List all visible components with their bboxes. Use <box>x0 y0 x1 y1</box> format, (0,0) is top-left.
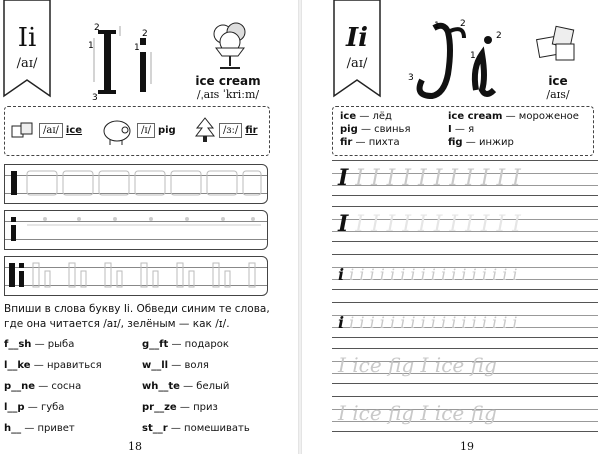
ribbon-transcription: /aɪ/ <box>346 56 368 71</box>
picture-word-transcription: /aɪs/ <box>546 88 570 101</box>
small-i-dot <box>140 38 146 45</box>
ice-cream-icon <box>208 20 252 72</box>
ice-cubes-icon <box>534 22 582 66</box>
exercise-item[interactable]: f__sh — рыба <box>4 339 75 350</box>
letter-ribbon <box>332 0 382 100</box>
copy-row-small-i[interactable] <box>4 210 268 250</box>
left-page <box>0 0 296 454</box>
stroke-number: 1 <box>88 41 94 51</box>
stroke-number: 2 <box>94 23 100 33</box>
example-fir <box>194 116 258 144</box>
vocab-item: ice cream — мороженое <box>448 111 579 122</box>
copy-cells <box>5 211 265 249</box>
example-word: ice <box>65 124 83 136</box>
ribbon-transcription: /aɪ/ <box>16 56 38 71</box>
trace-row[interactable]: i i i i i i i i i i i i i i i i i i <box>332 254 598 290</box>
stroke-number: 2 <box>460 19 466 29</box>
exercise-item[interactable]: st__r — помешивать <box>142 423 250 434</box>
trace-row[interactable]: I I I I I I I I I I I I <box>332 160 598 196</box>
example-transcription: /ɜː/ <box>219 123 242 138</box>
stroke-number: 1 <box>134 43 140 53</box>
stroke-number: 3 <box>92 93 98 102</box>
copy-cells <box>5 165 265 203</box>
example-transcription: /aɪ/ <box>39 123 63 138</box>
trace-row[interactable]: I ice fig I ice fig <box>332 396 598 432</box>
ribbon-letter: Ii <box>17 23 37 53</box>
trace-row[interactable]: i i i i i i i i i i i i i i i i i i <box>332 302 598 338</box>
copy-row-capital-i[interactable] <box>4 164 268 204</box>
picture-word <box>190 74 266 101</box>
stroke-number: 3 <box>408 73 414 83</box>
pig-icon <box>100 114 134 146</box>
exercise-instruction: Впиши в слова букву Ii. Обведи синим те слова, где она читается /aɪ/, зелёным — как /ɪ/. <box>4 303 270 330</box>
example-pig <box>100 114 176 146</box>
picture-word-transcription: /ˌaɪs ˈkriːm/ <box>196 88 260 101</box>
exercise-item[interactable]: wh__te — белый <box>142 381 230 392</box>
example-transcription: /ɪ/ <box>137 123 155 138</box>
vocab-item: I — я <box>448 124 475 135</box>
letter-stroke-diagram <box>88 22 160 102</box>
exercise-item[interactable]: h__ — привет <box>4 423 75 434</box>
stroke-number: 2 <box>496 31 502 41</box>
picture-word-english: ice <box>548 74 568 88</box>
exercise-item[interactable]: p__ne — сосна <box>4 381 82 392</box>
book-spine <box>298 0 302 454</box>
copy-row-pair-ii[interactable] <box>4 256 268 296</box>
trace-row[interactable]: I I I I I I I I I I I I <box>332 206 598 242</box>
vocab-item: fir — пихта <box>340 137 400 148</box>
stroke-number: 1 <box>434 21 440 31</box>
picture-word-english: ice cream <box>195 74 261 88</box>
copy-cells <box>5 257 265 295</box>
exercise-item[interactable]: l__p — губа <box>4 402 65 413</box>
picture-word <box>530 74 586 101</box>
stroke-number: 1 <box>470 51 476 61</box>
ice-cubes-icon <box>10 120 36 140</box>
cursive-letter-diagram <box>404 18 514 104</box>
vocab-item: fig — инжир <box>448 137 514 148</box>
trace-row[interactable]: I ice fig I ice fig <box>332 348 598 384</box>
exercise-item[interactable]: pr__ze — приз <box>142 402 218 413</box>
vocab-item: pig — свинья <box>340 124 411 135</box>
page-number: 19 <box>460 440 474 453</box>
example-word: pig <box>157 124 176 136</box>
exercise-item[interactable]: g__ft — подарок <box>142 339 229 350</box>
ribbon-letter: Ii <box>345 23 369 53</box>
capital-i-stem <box>104 32 111 92</box>
small-i-stem <box>140 52 146 92</box>
letter-ribbon <box>2 0 52 100</box>
page-number: 18 <box>128 440 142 453</box>
exercise-item[interactable]: l__ke — нравиться <box>4 360 102 371</box>
stroke-number: 2 <box>142 29 148 39</box>
example-ice <box>10 120 82 140</box>
example-word: fir <box>245 124 258 136</box>
vocab-item: ice — лёд <box>340 111 392 122</box>
right-page <box>304 0 600 454</box>
exercise-item[interactable]: w__ll — воля <box>142 360 209 371</box>
fir-tree-icon <box>194 116 216 144</box>
